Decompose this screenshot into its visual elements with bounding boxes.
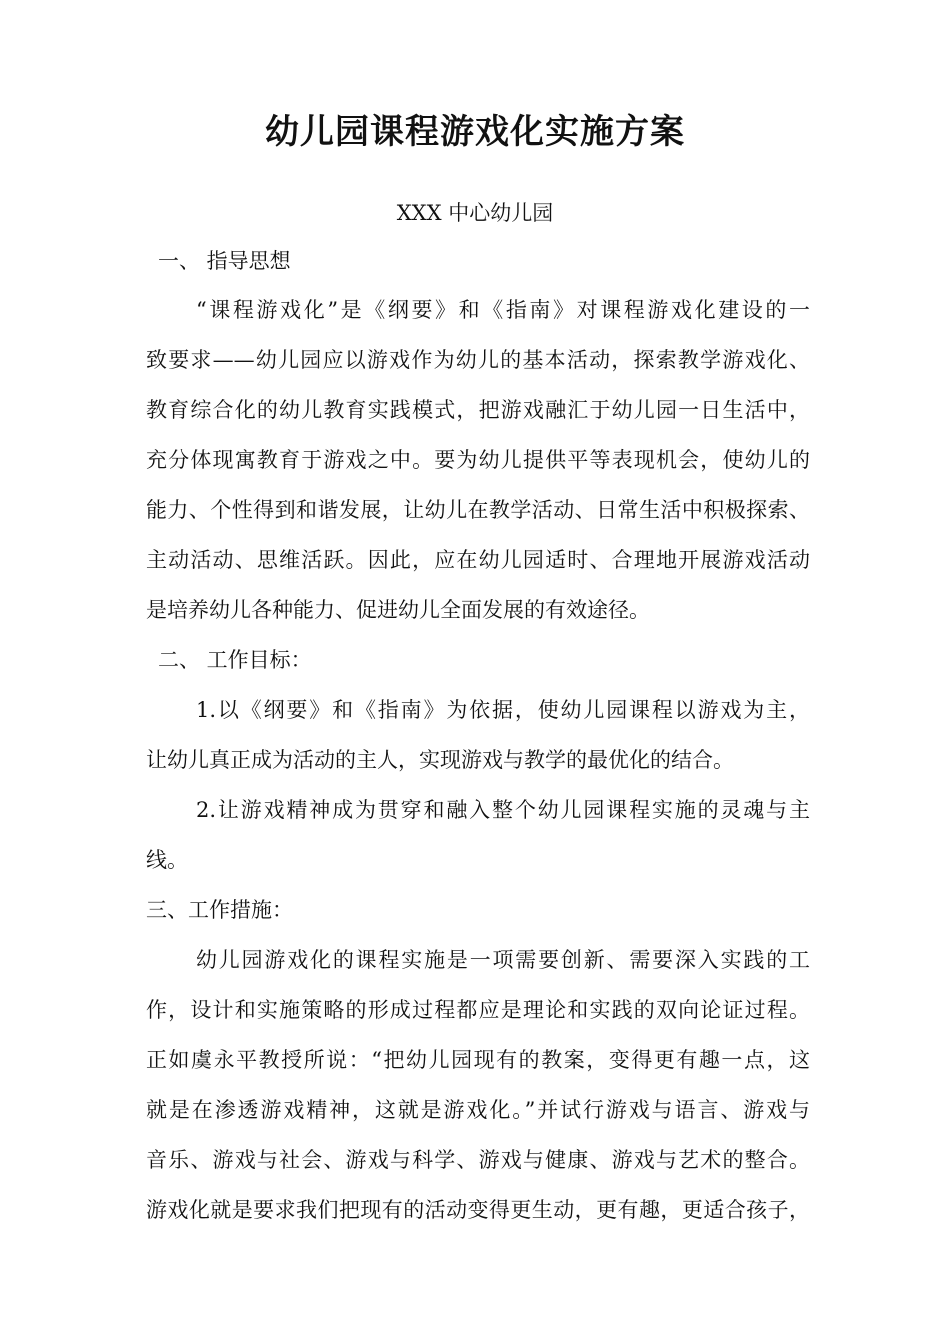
paragraph-line: 作，设计和实施策略的形成过程都应是理论和实践的双向论证过程。	[146, 998, 810, 1022]
paragraph-line: 是培养幼儿各种能力、促进幼儿全面发展的有效途径。	[146, 598, 650, 622]
paragraph-line: 正如虞永平教授所说：“把幼儿园现有的教案，变得更有趣一点，这	[146, 1048, 810, 1072]
section-heading-guiding-ideology: 一、 指导思想	[158, 249, 291, 273]
paragraph-line: 让幼儿真正成为活动的主人，实现游戏与教学的最优化的结合。	[146, 748, 734, 772]
paragraph-line: 致要求——幼儿园应以游戏作为幼儿的基本活动，探索教学游戏化、	[146, 348, 810, 372]
paragraph-line: “课程游戏化”是《纲要》和《指南》对课程游戏化建设的一	[196, 298, 810, 322]
paragraph-line: 1.以《纲要》和《指南》为依据，使幼儿园课程以游戏为主，	[196, 698, 810, 722]
paragraph-line: 就是在渗透游戏精神，这就是游戏化。”并试行游戏与语言、游戏与	[146, 1098, 810, 1122]
paragraph-line: 音乐、游戏与社会、游戏与科学、游戏与健康、游戏与艺术的整合。	[146, 1148, 810, 1172]
paragraph-line: 充分体现寓教育于游戏之中。要为幼儿提供平等表现机会，使幼儿的	[146, 448, 810, 472]
paragraph-line: 2.让游戏精神成为贯穿和融入整个幼儿园课程实施的灵魂与主	[196, 798, 810, 822]
paragraph-line: 能力、个性得到和谐发展，让幼儿在教学活动、日常生活中积极探索、	[146, 498, 810, 522]
section-heading-work-goals: 二、 工作目标：	[158, 648, 312, 672]
document-title: 幼儿园课程游戏化实施方案	[265, 112, 685, 152]
document-subtitle: XXX 中心幼儿园	[396, 201, 554, 225]
paragraph-line: 游戏化就是要求我们把现有的活动变得更生动，更有趣，更适合孩子，	[146, 1198, 810, 1222]
paragraph-line: 幼儿园游戏化的课程实施是一项需要创新、需要深入实践的工	[196, 948, 810, 972]
paragraph-line: 教育综合化的幼儿教育实践模式，把游戏融汇于幼儿园一日生活中，	[146, 398, 810, 422]
paragraph-line: 主动活动、思维活跃。因此，应在幼儿园适时、合理地开展游戏活动	[146, 548, 810, 572]
section-heading-work-measures: 三、工作措施：	[146, 898, 293, 922]
paragraph-line: 线。	[146, 848, 188, 872]
